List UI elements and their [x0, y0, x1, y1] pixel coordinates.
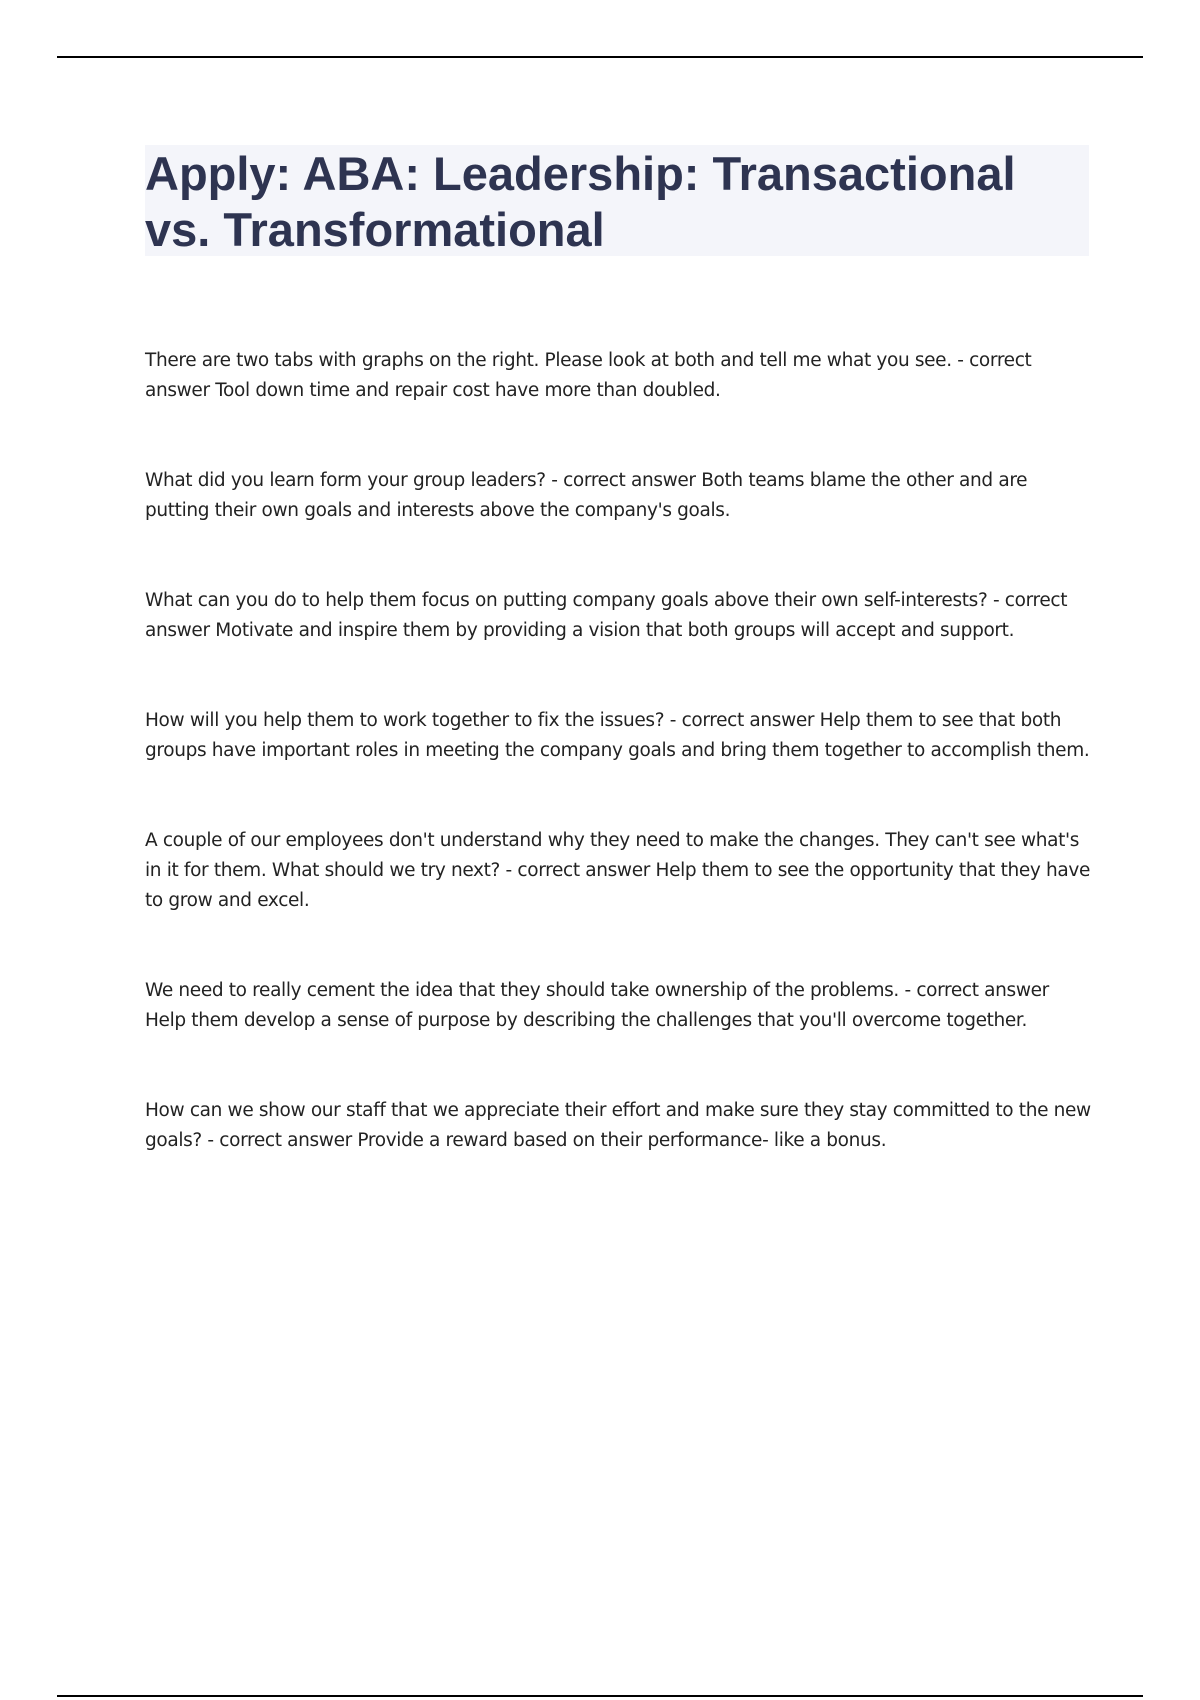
qa-list [145, 346, 1095, 1216]
document-title: Apply: ABA: Leadership: Transactional vs. Transformational [145, 147, 1016, 256]
qa-item-6: We need to really cement the idea that they should take ownership of the problems. - correct answer Help them develop a sense of purpose by describing the challenges that you'll overcome together. [145, 980, 1049, 1031]
qa-item-4: How will you help them to work together to fix the issues? - correct answer Help them to see that both groups have important roles in meeting the company goals and bring them together to accomplish them. [145, 710, 1090, 761]
qa-item-7: How can we show our staff that we appreciate their effort and make sure they stay committed to the new goals? - correct answer Provide a reward based on their performance- like a bonus. [145, 1100, 1091, 1151]
qa-item-1: There are two tabs with graphs on the right. Please look at both and tell me what you see. - correct answer Tool down time and repair cost have more than doubled. [145, 350, 1032, 401]
bottom-rule [57, 1695, 1143, 1697]
top-rule [57, 56, 1143, 58]
title-banner [145, 145, 1089, 256]
qa-item-3: What can you do to help them focus on putting company goals above their own self-interests? - correct answer Motivate and inspire them by providing a vision that both groups will accept and support. [145, 590, 1068, 641]
qa-item-5: A couple of our employees don't understand why they need to make the changes. They can't see what's in it for them. What should we try next? - correct answer Help them to see the opportunity that they have to grow and excel. [145, 830, 1091, 911]
qa-item-2: What did you learn form your group leaders? - correct answer Both teams blame the other and are putting their own goals and interests above the company's goals. [145, 470, 1028, 521]
